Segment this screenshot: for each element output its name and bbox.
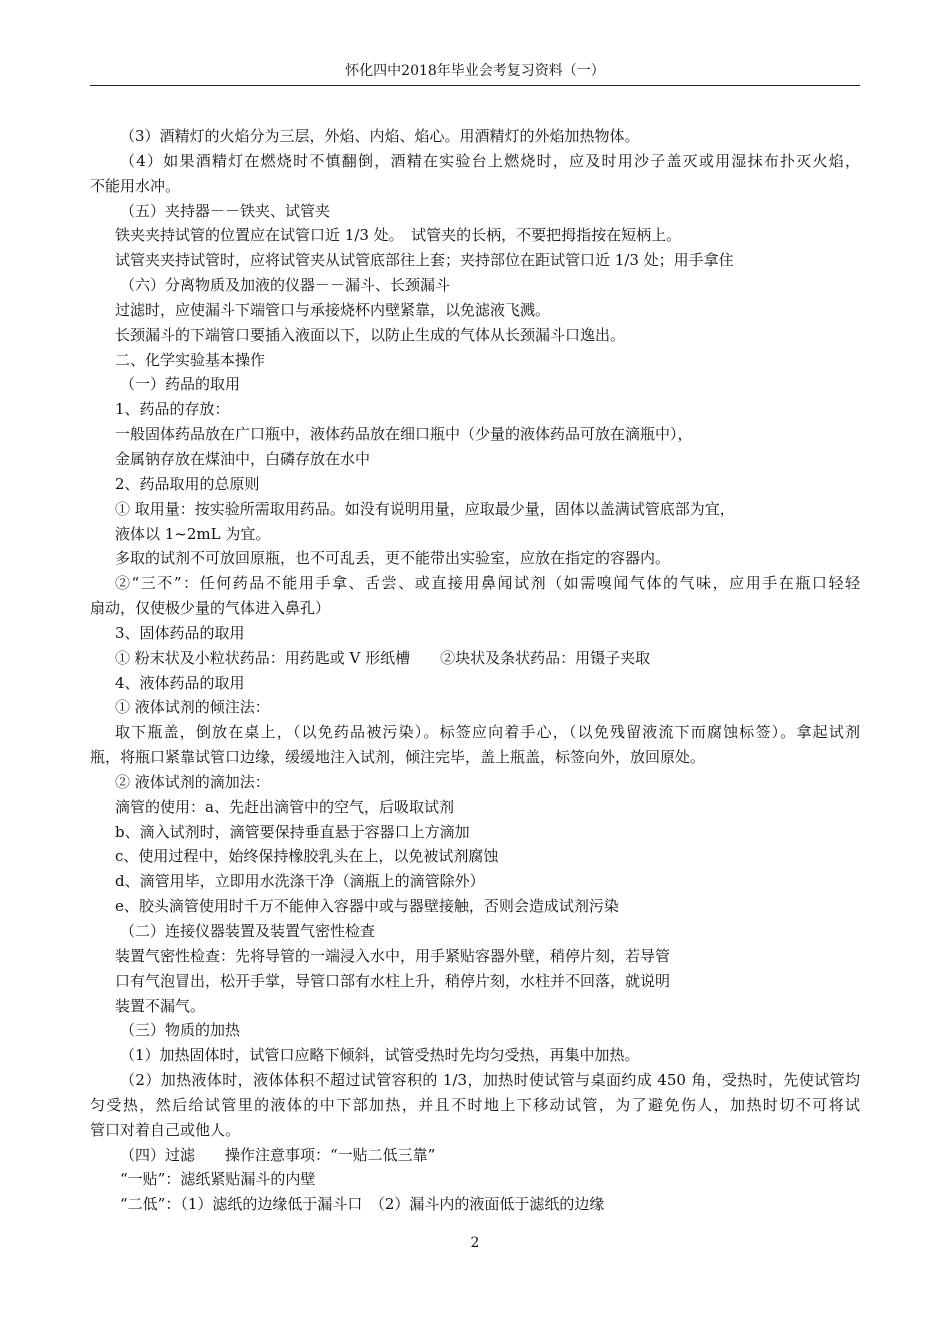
section-heading: 二、化学实验基本操作 <box>115 350 266 369</box>
text-line: 4、液体药品的取用 <box>115 673 245 692</box>
text-line: 匀受热，然后给试管里的液体的中下部加热，并且不时地上下移动试管，为了避免伤人，加热时切不可将试 <box>90 1095 860 1114</box>
section-heading: （一）药品的取用 <box>120 375 241 394</box>
text-line: 长颈漏斗的下端管口要插入液面以下，以防止生成的气体从长颈漏斗口逸出。 <box>115 325 626 344</box>
text-line: 1、药品的存放： <box>115 400 230 419</box>
page-header: 怀化四中2018年毕业会考复习资料（一） <box>345 63 605 79</box>
text-line: 管口对着自己或他人。 <box>90 1120 241 1139</box>
section-heading: （二）连接仪器装置及装置气密性检查 <box>120 922 376 940</box>
text-line: “一贴”：滤纸紧贴漏斗的内壁 <box>120 1170 316 1189</box>
text-line: ① 液体试剂的倾注法： <box>115 698 270 717</box>
text-line: ② 液体试剂的滴加法： <box>115 772 270 791</box>
text-line: （3）酒精灯的火焰分为三层，外焰、内焰、焰心。用酒精灯的外焰加热物体。 <box>120 127 640 145</box>
section-heading: （三）物质的加热 <box>120 1021 241 1040</box>
text-line: d、滴管用毕，立即用水洗涤干净（滴瓶上的滴管除外） <box>115 872 485 891</box>
section-heading: （五）夹持器－－铁夹、试管夹 <box>120 201 331 220</box>
text-line: 铁夹夹持试管的位置应在试管口近 1/3 处。 试管夹的长柄，不要把拇指按在短柄上。 <box>115 226 682 245</box>
document-body <box>90 124 860 1217</box>
text-line: e、胶头滴管使用时千万不能伸入容器中或与器壁接触，否则会造成试剂污染 <box>115 897 619 916</box>
text-line: 装置不漏气。 <box>115 996 206 1015</box>
text-line: 口有气泡冒出，松开手掌，导管口部有水柱上升，稍停片刻，水柱并不回落，就说明 <box>115 971 671 990</box>
text-line: 多取的试剂不可放回原瓶，也不可乱丢，更不能带出实验室，应放在指定的容器内。 <box>115 549 671 568</box>
text-line: ②“三不”：任何药品不能用手拿、舌尝、或直接用鼻闻试剂（如需嗅闻气体的气味，应用手在瓶口轻轻 <box>115 574 860 593</box>
text-line: 金属钠存放在煤油中，白磷存放在水中 <box>115 449 371 468</box>
header-rule <box>90 85 860 86</box>
text-line: c、使用过程中，始终保持橡胶乳头在上，以免被试剂腐蚀 <box>115 847 499 866</box>
text-line: 试管夹夹持试管时，应将试管夹从试管底部往上套；夹持部位在距试管口近 1/3 处；用手拿住 <box>115 251 734 270</box>
text-line: （2）加热液体时，液体体积不超过试管容积的 1/3，加热时使试管与桌面约成 450 角，受热时，先使试管均 <box>120 1071 860 1090</box>
text-line: b、滴入试剂时，滴管要保持垂直悬于容器口上方滴加 <box>115 822 470 841</box>
text-line: 3、固体药品的取用 <box>115 623 245 642</box>
section-heading: （四）过滤 操作注意事项：“一贴二低三靠” <box>120 1145 436 1164</box>
text-line: （1）加热固体时，试管口应略下倾斜，试管受热时先均匀受热，再集中加热。 <box>120 1046 640 1065</box>
text-line: 取下瓶盖，倒放在桌上，（以免药品被污染）。标签应向着手心，（以免残留液流下而腐蚀标签）。拿起试剂 <box>115 723 860 742</box>
section-heading: （六）分离物质及加液的仪器－－漏斗、长颈漏斗 <box>120 276 451 295</box>
text-line: 扇动，仅使极少量的气体进入鼻孔） <box>90 599 331 618</box>
text-line: 瓶，将瓶口紧靠试管口边缘，缓缓地注入试剂，倾注完毕，盖上瓶盖，标签向外，放回原处。 <box>90 748 706 767</box>
text-line: 装置气密性检查：先将导管的一端浸入水中，用手紧贴容器外壁，稍停片刻，若导管 <box>115 946 671 965</box>
text-line: ① 粉末状及小粒状药品：用药匙或 V 形纸槽 ②块状及条状药品：用镊子夹取 <box>115 648 651 667</box>
text-line: 过滤时，应使漏斗下端管口与承接烧杯内壁紧靠，以免滤液飞溅。 <box>115 300 551 319</box>
text-line: 2、药品取用的总原则 <box>115 474 260 493</box>
text-line: ① 取用量：按实验所需取用药品。如没有说明用量，应取最少量，固体以盖满试管底部为宜， <box>115 499 735 518</box>
page-number: 2 <box>470 1235 480 1251</box>
text-line: （4）如果酒精灯在燃烧时不慎翻倒，酒精在实验台上燃烧时，应及时用沙子盖灭或用湿抹布扑灭火焰， <box>120 151 860 170</box>
text-line: “二低”：（1）滤纸的边缘低于漏斗口 （2）漏斗内的液面低于滤纸的边缘 <box>120 1195 605 1214</box>
text-line: 一般固体药品放在广口瓶中，液体药品放在细口瓶中（少量的液体药品可放在滴瓶中）， <box>115 425 693 444</box>
text-line: 不能用水冲。 <box>90 176 181 195</box>
text-line: 滴管的使用：a、先赶出滴管中的空气，后吸取试剂 <box>115 797 454 816</box>
text-line: 液体以 1~2mL 为宜。 <box>115 524 271 543</box>
